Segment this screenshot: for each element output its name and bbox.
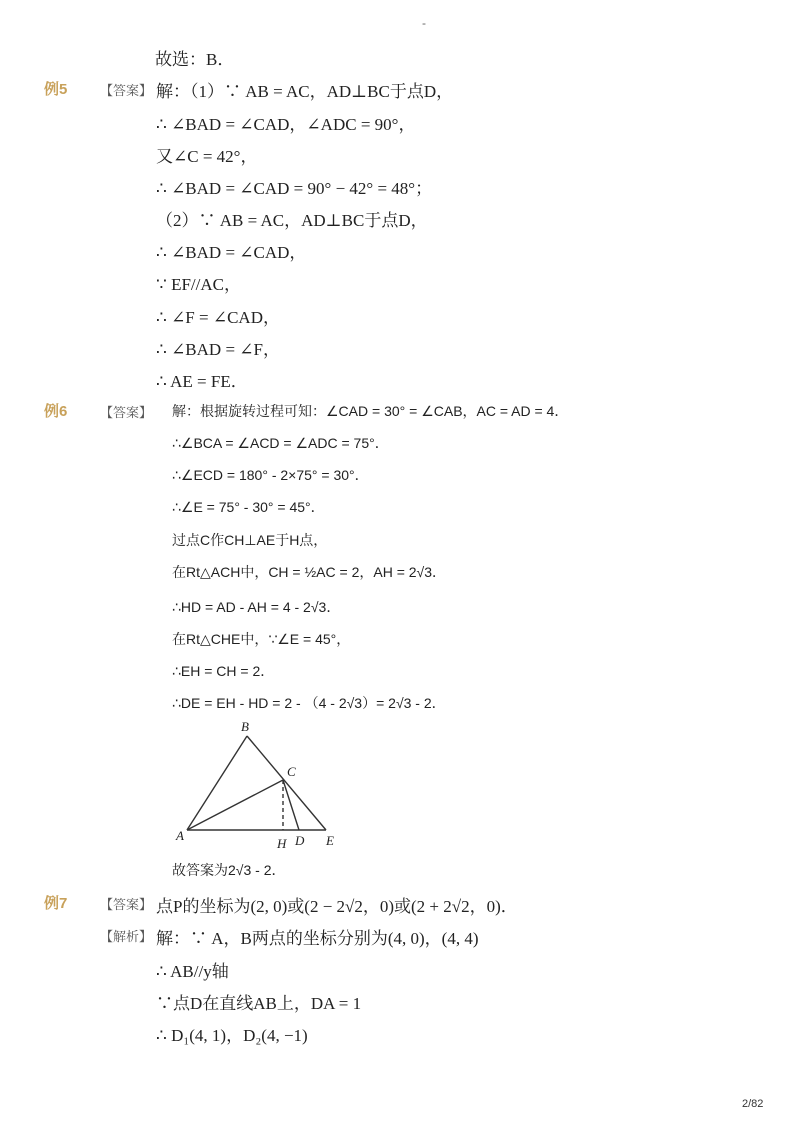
intro-line: 故选：B． — [155, 50, 235, 69]
ex5-line-2: ∴ ∠BAD = ∠CAD，∠ADC = 90°， — [156, 115, 416, 134]
ex6-line-4: ∴∠E = 75° - 30° = 45°． — [172, 499, 325, 515]
ex6-line-1: 解：根据旋转过程可知：∠CAD = 30° = ∠CAB，AC = AD = 4． — [172, 403, 569, 419]
segment-ab — [187, 736, 247, 830]
triangle-figure — [172, 718, 352, 858]
ex7-line-3: ∵点D在直线AB上，DA = 1 — [156, 994, 362, 1013]
ex5-line-1: 解：（1）∵ AB = AC，AD⊥BC于点D， — [156, 82, 454, 101]
ex6-final-line: 故答案为2√3 - 2． — [172, 862, 286, 878]
example-7-answer-tag: 【答案】 — [100, 897, 153, 912]
ex5-line-5: （2）∵ AB = AC，AD⊥BC于点D， — [156, 211, 428, 230]
ex6-line-2: ∴∠BCA = ∠ACD = ∠ADC = 75°． — [172, 435, 389, 451]
ex6-line-5: 过点C作CH⊥AE于H点， — [172, 532, 328, 548]
point-label-c: C — [287, 764, 296, 779]
page-number: 2/82 — [742, 1098, 764, 1110]
point-label-h: H — [277, 836, 287, 851]
ex6-line-3: ∴∠ECD = 180° - 2×75° = 30°． — [172, 467, 369, 483]
ex5-line-6: ∴ ∠BAD = ∠CAD， — [156, 243, 307, 262]
ex6-line-10: ∴DE = EH - HD = 2 - （4 - 2√3）= 2√3 - 2． — [172, 695, 446, 711]
ex7-answer-line: 点P的坐标为(2, 0)或(2 − 2√2，0)或(2 + 2√2，0)． — [156, 897, 518, 916]
point-label-e: E — [326, 833, 334, 848]
point-label-d: D — [295, 833, 305, 848]
ex5-line-7: ∵ EF//AC， — [156, 275, 241, 294]
ex5-line-10: ∴ AE = FE． — [156, 372, 248, 391]
example-6-answer-tag: 【答案】 — [100, 405, 153, 420]
ex6-line-8: 在Rt△CHE中，∵∠E = 45°， — [172, 631, 351, 647]
ex6-line-9: ∴EH = CH = 2． — [172, 663, 275, 679]
segment-be — [247, 736, 326, 830]
ex7-line-1: 解：∵ A，B两点的坐标分别为(4, 0)，(4, 4) — [156, 929, 479, 948]
point-label-a: A — [176, 828, 184, 843]
example-5-label: 例5 — [44, 81, 68, 98]
example-5-answer-tag: 【答案】 — [100, 83, 153, 98]
ex5-line-8: ∴ ∠F = ∠CAD， — [156, 308, 280, 327]
ex7-line-4: ∴ D₁(4, 1)，D₂(4, −1) — [156, 1026, 308, 1045]
ex5-line-9: ∴ ∠BAD = ∠F， — [156, 340, 280, 359]
segment-ac — [187, 780, 283, 830]
ex5-line-3: 又∠C = 42°， — [156, 147, 258, 166]
example-7-label: 例7 — [44, 895, 68, 912]
example-6-label: 例6 — [44, 403, 68, 420]
ex6-line-7: ∴HD = AD - AH = 4 - 2√3． — [172, 599, 341, 615]
point-label-b: B — [241, 719, 249, 734]
example-7-analysis-tag: 【解析】 — [100, 929, 153, 944]
header-mark: - — [422, 16, 426, 30]
ex7-line-2: ∴ AB//y轴 — [156, 962, 229, 981]
ex6-line-6: 在Rt△ACH中，CH = ½AC = 2，AH = 2√3． — [172, 564, 447, 580]
ex5-line-4: ∴ ∠BAD = ∠CAD = 90° − 42° = 48°； — [156, 179, 433, 198]
